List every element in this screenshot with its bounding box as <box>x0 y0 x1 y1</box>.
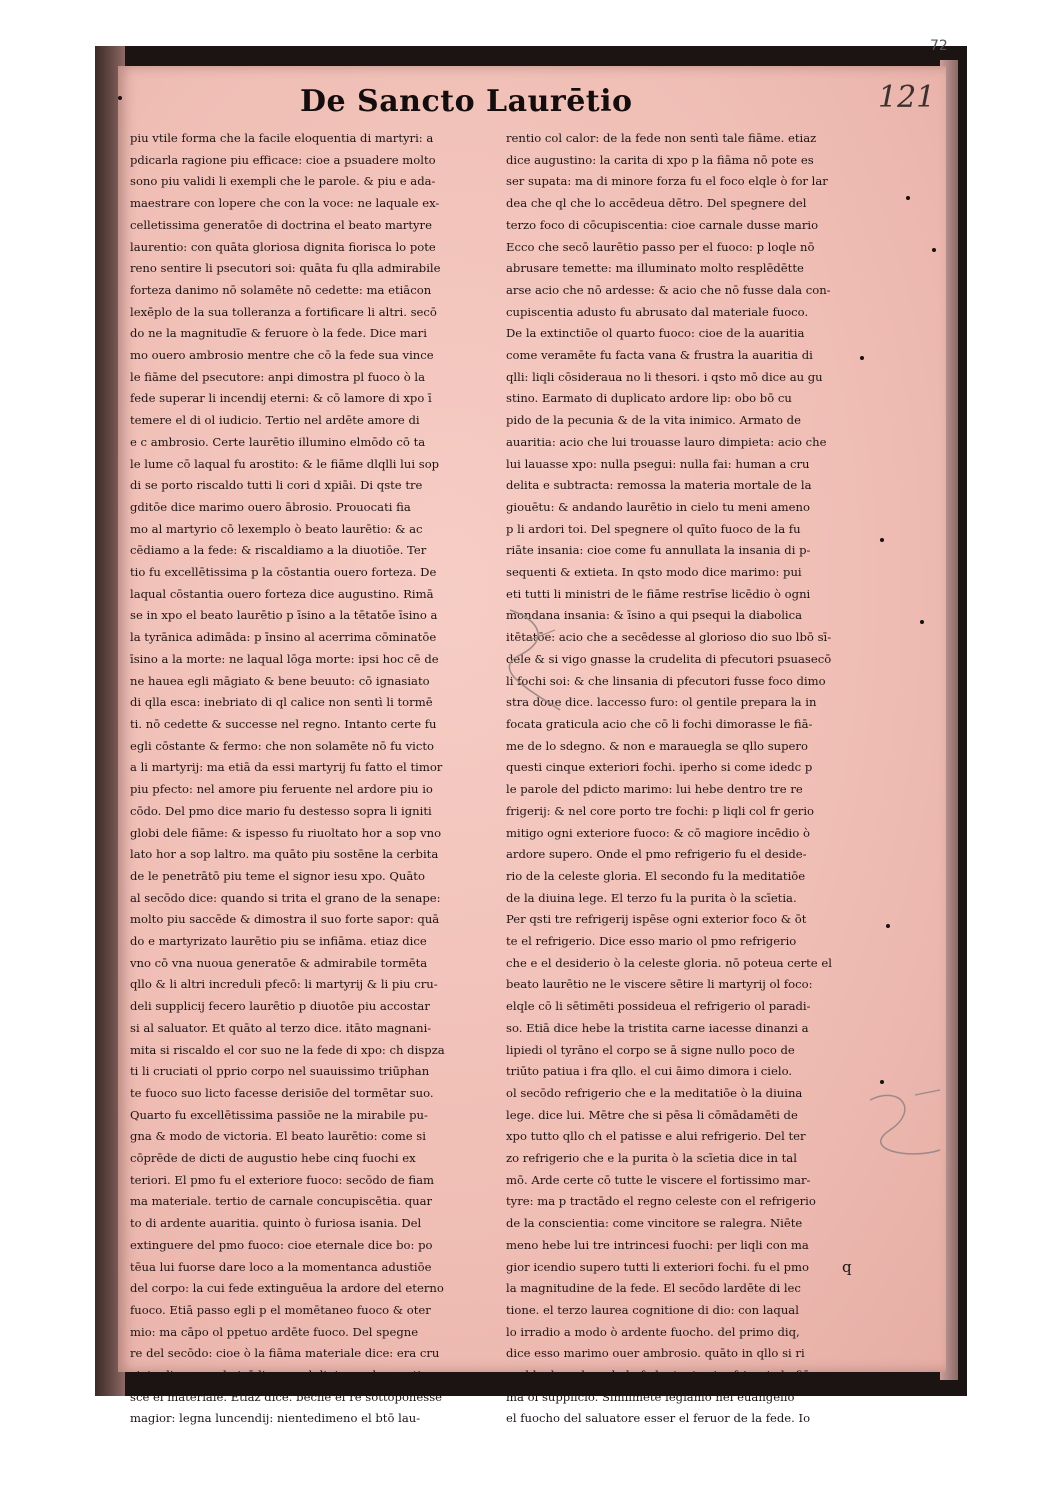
text-line: xpo tutto qllo ch el patisse e alui refrigerio. Del ter <box>506 1129 806 1144</box>
text-line: gna & modo de victoria. El beato laurētio: come si <box>130 1129 426 1144</box>
text-line: magior: legna luncendij: nientedimeno el btō lau- <box>130 1411 421 1426</box>
text-line: gior icendio supero tutti li exteriori fochi. fu el pmo <box>506 1259 809 1274</box>
text-line: do e martyrizato laurētio piu se infiāma. etiaz dice <box>130 934 427 949</box>
text-line: Quarto fu excellētissima passiōe ne la mirabile pu- <box>130 1107 428 1122</box>
text-line: si al saluator. Et quāto al terzo dice. itāto magnani- <box>130 1020 432 1035</box>
text-line: sequenti & extieta. In qsto modo dice marimo: pui <box>506 565 802 580</box>
text-line: la tyrānica adimāda: p īnsino al acerrima cōminatōe <box>130 630 437 645</box>
text-line: celletissima generatōe di doctrina el beato martyre <box>130 217 432 232</box>
text-line: eti tutti li ministri de le fiāme restrīse licēdio ò ogni <box>506 586 811 601</box>
text-line: le fiāme del psecutore: anpi dimostra pl fuoco ò la <box>130 369 425 384</box>
text-line: temere el di ol iudicio. Tertio nel ardēte amore di <box>130 413 420 428</box>
text-line: meno hebe lui tre intrincesi fuochi: per liqli con ma <box>506 1237 809 1252</box>
text-line: dea che ql che lo accēdeua dētro. Del spegnere del <box>506 196 807 211</box>
text-line: pdicarla ragione piu efficace: cioe a psuadere molto <box>130 152 436 167</box>
text-line: piu pfecto: nel amore piu feruente nel ardore piu io <box>130 782 433 797</box>
text-line: p li ardori toi. Del spegnere ol quīto fuoco de la fu <box>506 521 801 536</box>
text-line: cēdiamo a la fede: & riscaldiamo a la diuotiōe. Ter <box>130 543 427 558</box>
text-line: tio fu excellētissima p la cōstantia ouero forteza. De <box>130 565 437 580</box>
text-line: e c ambrosio. Certe laurētio illumino elmōdo cō ta <box>130 434 426 449</box>
margin-dot <box>886 924 890 928</box>
running-head: De Sancto Laurētio <box>300 84 633 119</box>
text-line: egli cōstante & fermo: che non solamēte nō fu victo <box>130 738 434 753</box>
text-line: īsino a la morte: ne laqual lōga morte: ipsi hoc cē de <box>130 651 439 666</box>
text-line: cōdo. Del pmo dice mario fu destesso sopra li igniti <box>130 803 432 818</box>
text-line: la magnitudine de la fede. El secōdo lardēte di lec <box>506 1281 801 1296</box>
margin-dot <box>932 248 936 252</box>
text-line: ti. nō cedette & successe nel regno. Intanto certe fu <box>130 716 437 731</box>
text-line: de la conscientia: come vincitore se ralegra. Niēte <box>506 1216 803 1231</box>
text-line: ma materiale. tertio de carnale concupiscētia. quar <box>130 1194 433 1209</box>
text-line: auaritia: acio che lui trouasse lauro dimpieta: acio che <box>506 434 827 449</box>
text-line: terzo foco di cōcupiscentia: cioe carnale dusse mario <box>506 217 819 232</box>
text-line: del corpo: la cui fede extinguēua la ardore del eterno <box>130 1281 444 1296</box>
text-line: globi dele fiāme: & ispesso fu riuoltato hor a sop vno <box>130 825 442 840</box>
text-line: pido de la pecunia & de la vita inimico. Armato de <box>506 413 801 428</box>
text-line: stino. Earmato di duplicato ardore lip: obo bō cu <box>506 391 792 406</box>
text-line: se in xpo el beato laurētio p īsino a la tētatōe īsino a <box>130 608 438 623</box>
left-text-column <box>130 128 510 1426</box>
folio-number: 121 <box>878 80 936 115</box>
text-line: al secōdo dice: quando si trita el grano de la senape: <box>130 890 441 905</box>
text-line: lege. dice lui. Mētre che si pēsa li cōmādamēti de <box>506 1107 798 1122</box>
text-line: cōprēde de dicti de augustio hebe cinq fuochi ex <box>130 1151 416 1166</box>
text-line: te fuoco suo licto facesse derisiōe del tormētar suo. <box>130 1085 434 1100</box>
text-line: tyre: ma p tractādo el regno celeste con el refrigerio <box>506 1194 816 1209</box>
margin-dot <box>920 620 924 624</box>
text-line: di se porto riscaldo tutti li cori d xpiāi. Di qste tre <box>130 478 423 493</box>
text-line: itētatōe: acio che a secēdesse al glorioso dio suo lbō sī- <box>506 630 832 645</box>
text-line: ciato di corporale icēdio: ma el diuino ardore extin- <box>130 1368 433 1383</box>
text-line: scaldo de ardore de la fede. tanto si refrigerio la fiā <box>506 1368 810 1383</box>
text-line: qllo & li altri increduli pfecō: li martyrij & li piu cru- <box>130 977 438 992</box>
text-line: Ecco che secō laurētio passo per el fuoco: p loqle nō <box>506 239 815 254</box>
text-line: lipiedi ol tyrāno el corpo se ā signe nullo poco de <box>506 1042 795 1057</box>
text-line: questi cinque exteriori fochi. iperho si come idedc p <box>506 760 813 775</box>
right-text-column <box>506 128 886 1426</box>
text-line: mo ouero ambrosio mentre che cō la fede sua vince <box>130 348 434 363</box>
text-line: abrusare temette: ma illuminato molto resplēdētte <box>506 261 804 276</box>
text-line: ma ol supplicio. Similmēte legiamo nel euangelio <box>506 1389 795 1404</box>
text-line: frigerij: & nel core porto tre fochi: p liqli col fr gerio <box>506 803 815 818</box>
text-line: giouētu: & andando laurētio in cielo tu meni ameno <box>506 499 810 514</box>
text-line: lexēplo de la sua tolleranza a fortificare li altri. secō <box>130 304 437 319</box>
text-line: Per qsti tre refrigerij ispēse ogni exterior foco & ōt <box>506 912 807 927</box>
text-line: mondana insania: & īsino a qui psequi la diabolica <box>506 608 803 623</box>
text-line: beato laurētio ne le viscere sētire li martyrij ol foco: <box>506 977 813 992</box>
text-line: zo refrigerio che e la purita ò la scīetia dice in tal <box>506 1151 797 1166</box>
signature-mark: q <box>842 1258 852 1276</box>
text-line: stra doue dice. laccesso furo: ol gentile prepara la in <box>506 695 817 710</box>
text-line: elqle cō li sētimēti possideua el refrigerio ol paradi- <box>506 999 811 1014</box>
text-line: le parole del pdicto marimo: lui hebe dentro tre re <box>506 782 803 797</box>
text-line: mitigo ogni exteriore fuoco: & cō magiore incēdio ò <box>506 825 811 840</box>
text-line: extinguere del pmo fuoco: cioe eternale dice bo: po <box>130 1237 433 1252</box>
text-line: dele & si vigo gnasse la crudelita di pfecutori psuasecō <box>506 651 832 666</box>
text-line: sono piu validi li exempli che le parole. & piu e ada- <box>130 174 436 189</box>
text-line: delita e subtracta: remossa la materia mortale de la <box>506 478 812 493</box>
text-line: qlli: liqli cōsideraua no li thesori. i qsto mō dice au gu <box>506 369 823 384</box>
text-line: mō. Arde certe cō tutte le viscere el fortissimo mar- <box>506 1172 811 1187</box>
text-line: el fuocho del saluatore esser el feruor de la fede. Io <box>506 1411 811 1426</box>
text-line: di qlla esca: inebriato di ql calice non sentì li tormē <box>130 695 433 710</box>
text-line: cupiscentia adusto fu abrusato dal materiale fuoco. <box>506 304 809 319</box>
text-line: lo irradio a modo ò ardente fuocho. del primo diq, <box>506 1324 800 1339</box>
text-line: lato hor a sop laltro. ma quāto piu sostēne la cerbita <box>130 847 439 862</box>
text-line: teriori. El pmo fu el exteriore fuoco: secōdo de fiam <box>130 1172 435 1187</box>
text-line: sce el materiale. Etiaz dice. bēche el re sottoponesse <box>130 1389 443 1404</box>
text-line: ol secōdo refrigerio che e la meditatiōe ò la diuina <box>506 1085 803 1100</box>
text-line: le lume cō laqual fu arostito: & le fiāme dlqlli lui sop <box>130 456 440 471</box>
text-line: fede superar li incendij eterni: & cō lamore di xpo ī <box>130 391 432 406</box>
text-line: molto piu saccēde & dimostra il suo forte sapor: quā <box>130 912 440 927</box>
text-line: gditōe dice marimo ouero ābrosio. Prouocati fia <box>130 499 411 514</box>
text-line: focata graticula acio che cō li fochi dimorasse le fiā- <box>506 716 813 731</box>
margin-dot <box>118 96 122 100</box>
text-line: de le penetrātō piu teme el signor iesu xpo. Quāto <box>130 868 425 883</box>
text-line: De la extinctiōe ol quarto fuoco: cioe de la auaritia <box>506 326 805 341</box>
text-line: to di ardente auaritia. quinto ò furiosa isania. Del <box>130 1216 422 1231</box>
text-line: rentio col calor: de la fede non sentì tale fiāme. etiaz <box>506 131 817 145</box>
text-line: maestrare con lopere che con la voce: ne laquale ex- <box>130 196 440 211</box>
margin-dot <box>906 196 910 200</box>
text-line: te el refrigerio. Dice esso mario ol pmo refrigerio <box>506 934 797 949</box>
text-line: come veramēte fu facta vana & frustra la auaritia di <box>506 348 813 363</box>
text-line: so. Etiā dice hebe la tristita carne iacesse dinanzi a <box>506 1020 809 1035</box>
text-line: piu vtile forma che la facile eloquentia di martyri: a <box>130 131 434 145</box>
text-line: mio: ma cāpo ol ppetuo ardēte fuoco. Del spegne <box>130 1324 419 1339</box>
text-line: de la diuina lege. El terzo fu la purita ò la scīetia. <box>506 890 797 905</box>
text-line: mo al martyrio cō lexemplo ò beato laurētio: & ac <box>130 521 423 536</box>
corner-mark: 72 <box>930 38 948 54</box>
text-line: laurentio: con quāta gloriosa dignita fiorisca lo pote <box>130 239 436 254</box>
text-line: forteza danimo nō solamēte nō cedette: ma etiācon <box>130 282 432 297</box>
text-line: rio de la celeste gloria. El secondo fu la meditatiōe <box>506 868 806 883</box>
text-line: lui lauasse xpo: nulla psegui: nulla fai: human a cru <box>506 456 810 471</box>
text-line: ti li cruciati ol pprio corpo nel suauissimo triūphan <box>130 1064 430 1079</box>
text-line: tēua lui fuorse dare loco a la momentanca adustiōe <box>130 1259 432 1274</box>
text-line: riāte insania: cioe come fu annullata la insania di p- <box>506 543 811 558</box>
text-line: triūto patiua i fra qllo. el cui āimo dimora i cielo. <box>506 1064 793 1079</box>
text-line: fuoco. Etiā passo egli p el momētaneo fuoco & oter <box>130 1302 431 1317</box>
text-line: dice esso marimo ouer ambrosio. quāto in qllo si ri <box>506 1346 805 1361</box>
text-line: laqual cōstantia ouero forteza dice augustino. Rimā <box>130 586 434 601</box>
text-line: reno sentire li psecutori soi: quāta fu qlla admirabile <box>130 261 441 276</box>
text-line: ser supata: ma di minore forza fu el foco elqle ò for lar <box>506 174 828 189</box>
text-line: ardore supero. Onde el pmo refrigerio fu el deside- <box>506 847 807 862</box>
text-line: ne hauea egli māgiato & bene beuuto: cō ignasiato <box>130 673 430 688</box>
text-line: dice augustino: la carita di xpo p la fiāma nō pote es <box>506 152 814 167</box>
text-line: a li martyrij: ma etiā da essi martyrij fu fatto el timor <box>130 760 443 775</box>
text-line: vno cō vna nuoua generatōe & admirabile tormēta <box>130 955 428 970</box>
text-line: arse acio che nō ardesse: & acio che nō fusse dala con- <box>506 282 831 297</box>
text-line: me de lo sdegno. & non e marauegla se qllo supero <box>506 738 808 753</box>
text-line: do ne la magnitudīe & feruore ò la fede. Dice mari <box>130 326 427 341</box>
text-line: re del secōdo: cioe ò la fiāma materiale dice: era cru <box>130 1346 440 1361</box>
text-line: che e el desiderio ò la celeste gloria. nō poteua certe el <box>506 955 832 970</box>
text-line: tione. el terzo laurea cognitione di dio: con laqual <box>506 1302 799 1317</box>
text-line: mita si riscaldo el cor suo ne la fede di xpo: ch dispza <box>130 1042 445 1057</box>
text-line: li fochi soi: & che linsania di pfecutori fusse foco dimo <box>506 673 826 688</box>
text-line: deli supplicij fecero laurētio p diuotōe piu accostar <box>130 999 430 1014</box>
